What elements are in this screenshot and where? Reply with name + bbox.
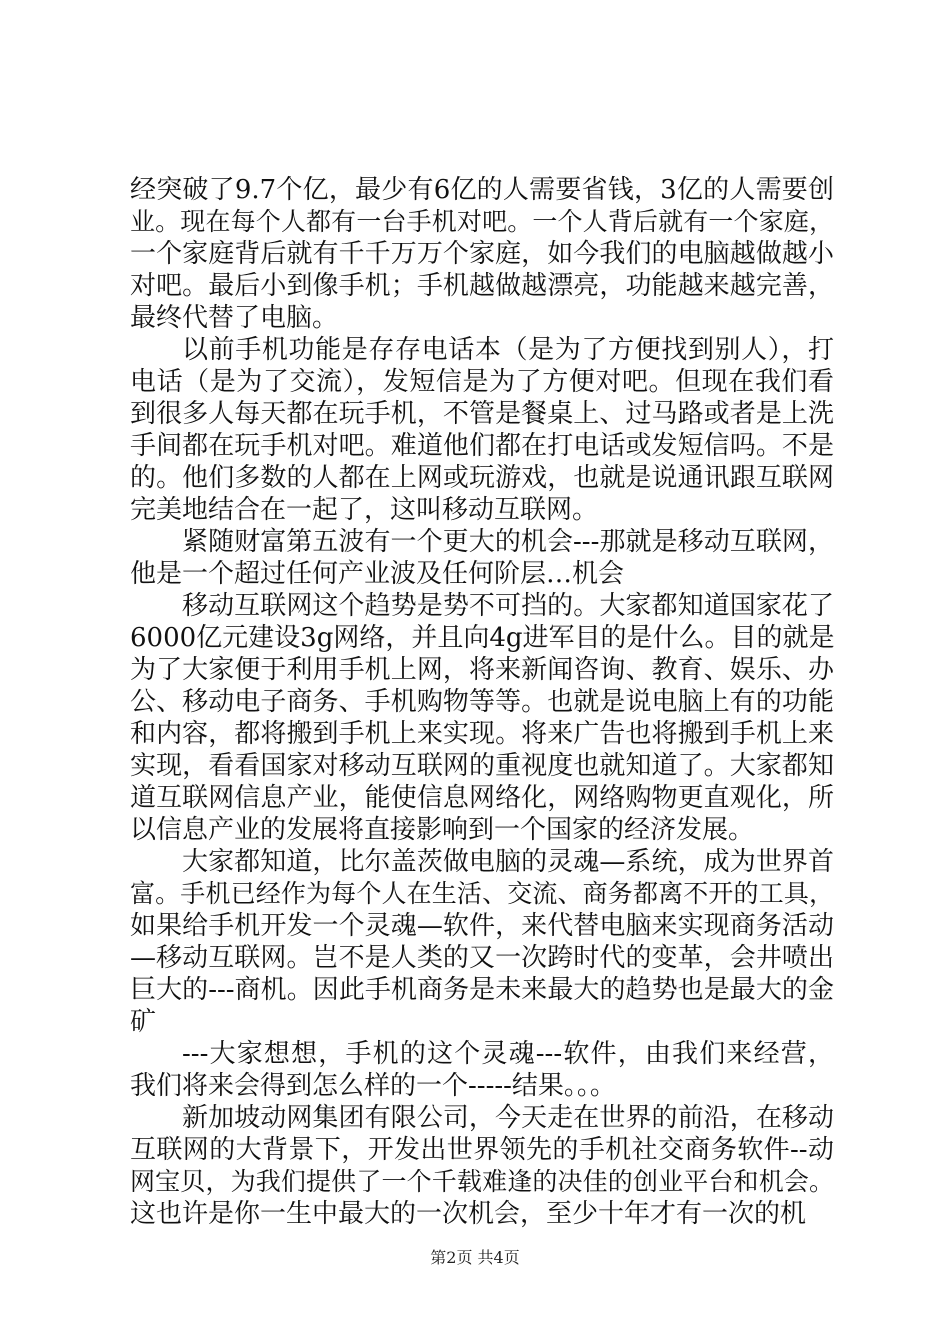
paragraph xyxy=(130,1038,834,1102)
text-line: —移动互联网。岂不是人类的又一次跨时代的变革，会井喷出 xyxy=(130,943,834,973)
text-line: 网宝贝，为我们提供了一个千载难逢的决佳的创业平台和机会。 xyxy=(130,1167,834,1196)
text-line: 这也许是你一生中最大的一次机会，至少十年才有一次的机 xyxy=(130,1199,807,1229)
paragraph xyxy=(130,590,834,846)
text-line: 为了大家便于利用手机上网，将来新闻咨询、教育、娱乐、办 xyxy=(130,655,834,685)
text-line: 实现，看看国家对移动互联网的重视度也就知道了。大家都知 xyxy=(130,751,834,781)
text-line: 矿 xyxy=(130,1007,157,1037)
paragraph xyxy=(130,334,834,526)
text-line: ---大家想想，手机的这个灵魂---软件，由我们来经营， xyxy=(182,1039,834,1069)
document-body xyxy=(130,174,834,1230)
text-line: 我们将来会得到怎么样的一个-----结果。。。 xyxy=(130,1071,616,1101)
text-line: 公、移动电子商务、手机购物等等。也就是说电脑上有的功能 xyxy=(130,687,834,717)
text-line: 手间都在玩手机对吧。难道他们都在打电话或发短信吗。不是 xyxy=(130,431,834,461)
text-line: 和内容，都将搬到手机上来实现。将来广告也将搬到手机上来 xyxy=(130,719,834,749)
text-line: 以前手机功能是存存电话本（是为了方便找到别人），打 xyxy=(182,335,834,365)
text-line: 6000亿元建设3g网络，并且向4g进军目的是什么。目的就是 xyxy=(130,623,835,653)
text-line: 大家都知道，比尔盖茨做电脑的灵魂—系统，成为世界首 xyxy=(182,847,834,877)
text-line: 富。手机已经作为每个人在生活、交流、商务都离不开的工具， xyxy=(130,879,834,908)
text-line: 新加坡动网集团有限公司，今天走在世界的前沿，在移动 xyxy=(182,1103,834,1133)
text-line: 业。现在每个人都有一台手机对吧。一个人背后就有一个家庭， xyxy=(130,207,834,236)
text-line: 互联网的大背景下，开发出世界领先的手机社交商务软件--动 xyxy=(130,1135,834,1165)
text-line: 他是一个超过任何产业波及任何阶层…机会 xyxy=(130,559,625,589)
text-line: 的。他们多数的人都在上网或玩游戏，也就是说通讯跟互联网 xyxy=(130,463,834,493)
paragraph xyxy=(130,174,834,334)
text-line: 道互联网信息产业，能使信息网络化，网络购物更直观化，所 xyxy=(130,783,834,813)
text-line: 以信息产业的发展将直接影响到一个国家的经济发展。 xyxy=(130,815,755,845)
text-line: 如果给手机开发一个灵魂—软件，来代替电脑来实现商务活动 xyxy=(130,911,834,941)
paragraph xyxy=(130,846,834,1038)
page-footer: 第2页 共4页 xyxy=(430,1248,520,1267)
paragraph xyxy=(130,1102,834,1230)
text-line: 经突破了9.7个亿，最少有6亿的人需要省钱，3亿的人需要创 xyxy=(130,175,834,205)
text-line: 最终代替了电脑。 xyxy=(130,303,339,333)
text-line: 对吧。最后小到像手机；手机越做越漂亮，功能越来越完善， xyxy=(130,271,834,301)
text-line: 到很多人每天都在玩手机，不管是餐桌上、过马路或者是上洗 xyxy=(130,399,834,429)
text-line: 巨大的---商机。因此手机商务是未来最大的趋势也是最大的金 xyxy=(130,975,834,1005)
text-line: 完美地结合在一起了，这叫移动互联网。 xyxy=(130,495,599,525)
text-line: 一个家庭背后就有千千万万个家庭，如今我们的电脑越做越小 xyxy=(130,239,834,269)
paragraph xyxy=(130,526,834,590)
text-line: 紧随财富第五波有一个更大的机会---那就是移动互联网， xyxy=(182,527,834,557)
text-line: 电话（是为了交流），发短信是为了方便对吧。但现在我们看 xyxy=(130,367,834,397)
text-line: 移动互联网这个趋势是势不可挡的。大家都知道国家花了 xyxy=(182,591,834,621)
